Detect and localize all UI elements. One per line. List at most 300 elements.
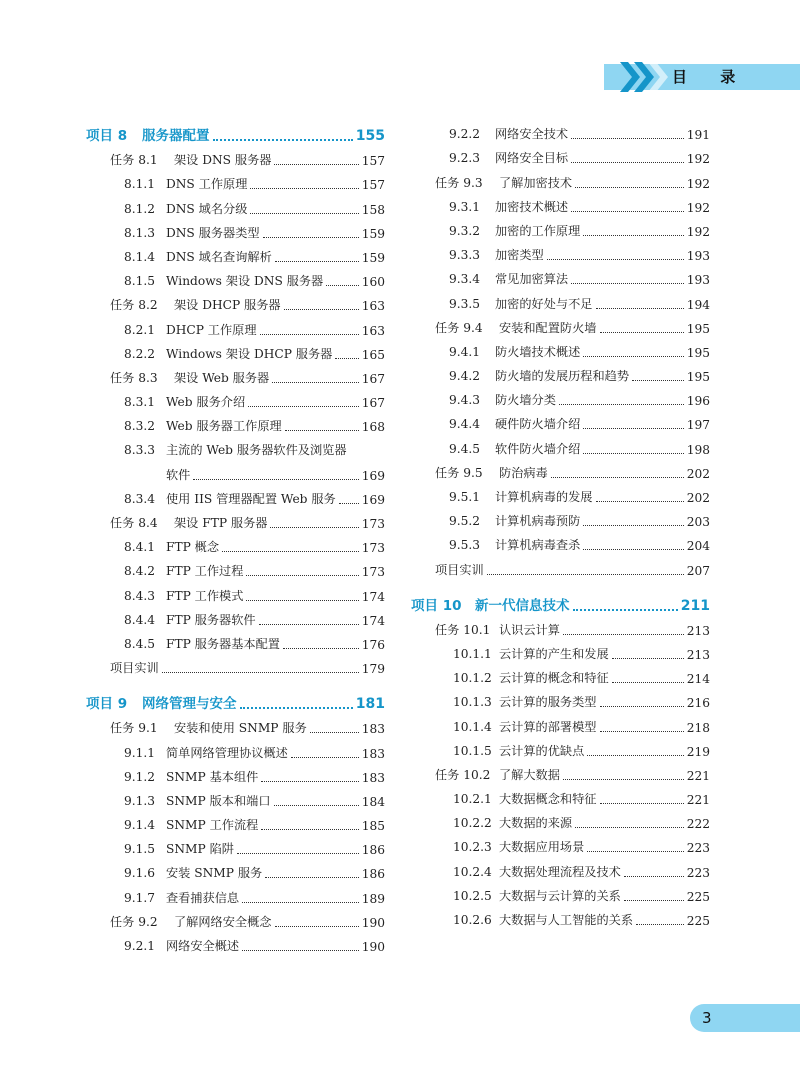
toc-page-number: 223 [686, 841, 710, 856]
toc-section-entry [110, 192, 385, 216]
toc-section-entry [110, 434, 385, 458]
toc-entry-label [449, 295, 593, 312]
toc-entry-title: 了解加密技术 [499, 175, 573, 190]
toc-page-number: 198 [686, 442, 710, 457]
toc-entry-title: 加密的工作原理 [495, 223, 581, 238]
toc-leader-dots [242, 901, 359, 903]
toc-entry-label [124, 490, 336, 507]
toc-project-heading [411, 588, 710, 614]
toc-page-number: 174 [361, 613, 385, 628]
toc-leader-dots [636, 923, 684, 925]
toc-entry-label [124, 562, 243, 579]
toc-entry-label [110, 719, 307, 736]
toc-entry-title: 计算机病毒的发展 [495, 490, 593, 504]
toc-entry-number: 8.2.1 [124, 322, 156, 337]
toc-entry-label [453, 790, 597, 807]
toc-entry-label [449, 270, 568, 287]
toc-page-number: 173 [361, 517, 385, 531]
toc-leader-dots [600, 331, 684, 333]
toc-page-number: 157 [361, 154, 385, 169]
toc-section-entry [110, 809, 385, 833]
toc-entry-number: 项目 9 [86, 696, 128, 713]
toc-entry-label [435, 561, 484, 578]
toc-entry-title: FTP 服务器软件 [166, 612, 256, 627]
toc-page-number: 183 [361, 746, 385, 761]
toc-entry-title: 防治病毒 [499, 465, 548, 480]
toc-section-entry [110, 555, 385, 579]
toc-entry-number: 任务 9.1 [110, 721, 158, 736]
toc-entry-label [110, 913, 272, 930]
page-title: 目 录 [672, 68, 750, 86]
toc-entry-label [124, 538, 219, 555]
toc-task-entry [435, 457, 710, 481]
toc-section-entry [110, 313, 385, 337]
toc-entry-title: DNS 域名分级 [166, 201, 248, 216]
toc-entry-label [435, 174, 572, 191]
toc-entry-label [124, 224, 260, 241]
toc-leader-dots [596, 307, 684, 309]
toc-entry-label [449, 198, 568, 215]
toc-leader-dots [274, 163, 358, 165]
toc-entry-number: 9.4.1 [449, 344, 481, 359]
toc-leader-dots [583, 234, 683, 236]
toc-leader-dots [240, 706, 353, 709]
toc-entry-number: 9.2.3 [449, 151, 481, 166]
toc-right-column [411, 118, 710, 928]
toc-leader-dots [587, 754, 683, 756]
toc-page-number: 204 [686, 539, 710, 554]
toc-task-entry [110, 289, 385, 313]
toc-leader-dots [272, 381, 359, 383]
toc-entry-number: 8.4.5 [124, 636, 156, 651]
toc-entry-label [435, 621, 560, 638]
toc-entry-number: 9.1.2 [124, 769, 156, 784]
toc-entry-label [449, 512, 580, 529]
toc-section-entry [435, 118, 710, 142]
toc-entry-number: 9.5.1 [449, 490, 481, 504]
toc-entry-label [124, 272, 323, 289]
toc-entry-label [449, 222, 580, 239]
toc-task-entry [110, 712, 385, 736]
toc-entry-label [124, 792, 271, 809]
toc-entry-label [453, 863, 621, 880]
toc-entry-number: 任务 8.3 [110, 370, 158, 385]
toc-leader-dots [326, 284, 359, 286]
toc-leader-dots [563, 778, 684, 780]
toc-page-number: 202 [686, 491, 710, 505]
toc-page-number: 165 [361, 347, 385, 362]
toc-entry-number: 8.3.4 [124, 491, 156, 506]
toc-entry-label [124, 200, 247, 217]
toc-leader-dots [575, 186, 684, 188]
toc-leader-dots [583, 548, 683, 550]
toc-project-heading [86, 118, 385, 144]
toc-leader-dots [624, 899, 684, 901]
toc-entry-title: 大数据与人工智能的关系 [499, 913, 634, 927]
toc-entry-number: 任务 8.1 [110, 153, 158, 168]
toc-section-entry [110, 241, 385, 265]
toc-section-entry [110, 483, 385, 507]
toc-entry-label [435, 464, 548, 481]
toc-page-number: 163 [361, 299, 385, 314]
toc-entry-label [453, 887, 621, 904]
toc-page-number: 181 [355, 696, 385, 713]
toc-entry-title: 加密的好处与不足 [495, 296, 593, 311]
toc-section-entry [435, 191, 710, 215]
toc-task-entry [435, 553, 710, 577]
toc-page-number: 173 [361, 565, 385, 580]
toc-page-number: 197 [686, 418, 710, 433]
toc-leader-dots [624, 875, 684, 877]
toc-page-number: 196 [686, 394, 710, 409]
toc-page-number: 221 [686, 793, 710, 808]
toc-page-number: 222 [686, 817, 710, 832]
toc-section-entry [110, 857, 385, 881]
toc-entry-label [124, 611, 256, 628]
toc-leader-dots [487, 573, 684, 575]
toc-page-number: 173 [361, 541, 385, 556]
toc-entry-title: 了解大数据 [499, 767, 560, 782]
toc-entry-title: 大数据与云计算的关系 [499, 888, 621, 903]
toc-entry-title: 架设 FTP 服务器 [174, 516, 268, 530]
toc-task-entry [435, 614, 710, 638]
toc-entry-number: 任务 8.2 [110, 298, 158, 313]
toc-entry-title: 查看捕获信息 [166, 890, 240, 905]
toc-section-entry [435, 215, 710, 239]
toc-entry-title: 大数据的来源 [499, 816, 573, 831]
toc-entry-number: 8.4.4 [124, 612, 156, 627]
toc-entry-title: DNS 服务器类型 [166, 225, 260, 240]
toc-entry-title: 网络管理与安全 [142, 696, 237, 713]
toc-section-entry [435, 904, 710, 928]
toc-leader-dots [291, 756, 359, 758]
toc-leader-dots [573, 608, 678, 611]
toc-entry-number: 9.4.2 [449, 369, 481, 384]
toc-section-entry [435, 783, 710, 807]
toc-entry-number: 8.3.2 [124, 419, 156, 434]
toc-leader-dots [275, 925, 359, 927]
toc-page-number: 169 [361, 492, 385, 507]
toc-page-number: 195 [686, 345, 710, 360]
toc-entry-number: 9.2.1 [124, 939, 156, 953]
toc-entry-number: 9.1.6 [124, 866, 156, 881]
toc-entry-title: 网络安全概述 [166, 939, 240, 953]
toc-entry-title: 网络安全目标 [495, 151, 569, 166]
toc-section-entry [110, 338, 385, 362]
toc-entry-number: 10.1.5 [453, 743, 492, 758]
toc-page-number: 157 [361, 178, 385, 193]
toc-page-number: 207 [686, 563, 710, 578]
toc-entry-label [124, 321, 257, 338]
toc-entry-title: 计算机病毒查杀 [495, 538, 581, 553]
toc-entry-number: 8.1.4 [124, 249, 156, 264]
toc-entry-number: 9.4.4 [449, 417, 481, 432]
toc-section-entry [110, 579, 385, 603]
toc-task-entry [110, 652, 385, 676]
toc-entry-number: 10.2.1 [453, 792, 492, 807]
toc-entry-label [449, 149, 568, 166]
toc-leader-dots [559, 403, 684, 405]
toc-task-entry [110, 362, 385, 386]
toc-leader-dots [583, 427, 683, 429]
toc-leader-dots [583, 355, 683, 357]
toc-entry-label [166, 466, 190, 483]
toc-entry-title: 项目实训 [110, 661, 159, 676]
toc-section-entry [110, 458, 385, 482]
toc-entry-label [449, 536, 580, 553]
toc-section-entry [110, 628, 385, 652]
toc-entry-title: 认识云计算 [499, 622, 560, 637]
toc-leader-dots [583, 524, 683, 526]
toc-entry-title: 了解网络安全概念 [174, 914, 272, 929]
toc-page-number: 193 [686, 249, 710, 264]
toc-leader-dots [261, 828, 358, 830]
toc-page-number: 179 [361, 662, 385, 677]
toc-section-entry [110, 930, 385, 954]
toc-entry-number: 8.1.3 [124, 225, 156, 240]
toc-section-entry [435, 432, 710, 456]
toc-entry-label [449, 440, 580, 457]
toc-entry-title: Web 服务介绍 [166, 395, 246, 410]
toc-entry-number: 10.2.5 [453, 888, 492, 903]
toc-entry-title: 架设 DHCP 服务器 [174, 298, 281, 313]
toc-entry-title: 主流的 Web 服务器软件及浏览器 [166, 443, 347, 458]
toc-leader-dots [260, 333, 359, 335]
toc-entry-title: 云计算的服务类型 [499, 695, 597, 710]
toc-entry-label [449, 125, 568, 142]
toc-section-entry [435, 360, 710, 384]
page-number: 3 [702, 1009, 712, 1027]
toc-entry-label [449, 343, 580, 360]
toc-entry-title: Web 服务器工作原理 [166, 419, 282, 434]
toc-entry-label [124, 345, 332, 362]
toc-leader-dots [285, 429, 359, 431]
toc-entry-title: 云计算的产生和发展 [499, 646, 609, 661]
toc-page-number: 167 [361, 371, 385, 386]
toc-entry-title: DNS 域名查询解析 [166, 249, 272, 264]
toc-page-number: 214 [686, 672, 710, 687]
toc-page-number: 163 [361, 323, 385, 338]
toc-section-entry [435, 384, 710, 408]
toc-task-entry [110, 906, 385, 930]
toc-entry-title: Windows 架设 DNS 服务器 [166, 274, 324, 289]
toc-leader-dots [274, 804, 359, 806]
toc-leader-dots [284, 308, 359, 310]
toc-section-entry [435, 855, 710, 879]
toc-entry-title: 防火墙的发展历程和趋势 [495, 369, 630, 384]
toc-leader-dots [563, 633, 684, 635]
toc-entry-label [124, 937, 239, 954]
toc-page-number: 155 [355, 128, 385, 144]
toc-entry-number: 8.1.5 [124, 274, 156, 289]
toc-section-entry [110, 736, 385, 760]
toc-page-number: 203 [686, 515, 710, 530]
toc-entry-number: 任务 9.2 [110, 914, 158, 929]
toc-entry-title: 防火墙分类 [495, 393, 556, 408]
toc-entry-number: 任务 8.4 [110, 516, 158, 530]
toc-entry-label [453, 742, 584, 759]
toc-leader-dots [246, 574, 358, 576]
toc-left-column [86, 118, 385, 954]
toc-page-number: 192 [686, 152, 710, 167]
toc-page-number: 219 [686, 744, 710, 759]
toc-entry-number: 任务 10.2 [435, 767, 491, 782]
toc-entry-number: 任务 9.3 [435, 175, 483, 190]
toc-entry-number: 9.3.2 [449, 223, 481, 238]
toc-task-entry [435, 166, 710, 190]
toc-page-number: 192 [686, 200, 710, 215]
toc-entry-number: 10.1.1 [453, 646, 492, 661]
toc-entry-label [110, 151, 271, 168]
toc-leader-dots [162, 671, 359, 673]
toc-entry-label [449, 488, 593, 505]
toc-page-number: 174 [361, 589, 385, 604]
toc-leader-dots [248, 405, 359, 407]
toc-entry-label [453, 814, 572, 831]
toc-page-number: 190 [361, 940, 385, 954]
toc-section-entry [435, 481, 710, 505]
toc-page-number: 191 [686, 128, 710, 143]
toc-entry-number: 9.1.1 [124, 745, 156, 760]
toc-entry-title: Windows 架设 DHCP 服务器 [166, 346, 333, 361]
toc-entry-number: 10.2.4 [453, 864, 492, 879]
toc-page-number: 158 [361, 202, 385, 217]
toc-entry-label [124, 840, 234, 857]
toc-entry-label [124, 587, 243, 604]
toc-entry-title: SNMP 陷阱 [166, 842, 234, 857]
toc-page-number: 159 [361, 250, 385, 265]
toc-section-entry [110, 217, 385, 241]
toc-page-number: 185 [361, 819, 385, 834]
toc-leader-dots [587, 850, 683, 852]
toc-page-number: 225 [686, 914, 710, 928]
toc-leader-dots [193, 478, 358, 480]
toc-page-number: 186 [361, 843, 385, 858]
toc-entry-number: 9.5.3 [449, 538, 481, 553]
toc-entry-title: 安装和使用 SNMP 服务 [174, 721, 307, 736]
toc-entry-number: 8.4.2 [124, 564, 156, 579]
toc-entry-title: 服务器配置 [142, 128, 210, 144]
toc-page-number: 194 [686, 297, 710, 312]
toc-entry-number: 10.2.6 [453, 913, 492, 927]
toc-entry-title: 计算机病毒预防 [495, 514, 581, 529]
toc-entry-title: SNMP 基本组件 [166, 769, 259, 784]
toc-entry-label [124, 175, 247, 192]
toc-entry-number: 9.2.2 [449, 127, 481, 142]
toc-page-number: 213 [686, 623, 710, 638]
toc-page-number: 213 [686, 647, 710, 662]
toc-entry-label [86, 124, 210, 144]
toc-entry-title: 架设 DNS 服务器 [174, 153, 272, 168]
toc-entry-label [124, 441, 347, 458]
toc-leader-dots [283, 647, 359, 649]
toc-page-number: 160 [361, 275, 385, 290]
toc-leader-dots [310, 731, 359, 733]
toc-entry-title: DHCP 工作原理 [166, 322, 257, 337]
toc-leader-dots [261, 780, 358, 782]
toc-leader-dots [259, 623, 359, 625]
toc-entry-title: 软件 [166, 467, 191, 482]
toc-entry-title: FTP 服务器基本配置 [166, 636, 280, 651]
toc-leader-dots [242, 949, 359, 951]
toc-leader-dots [551, 476, 684, 478]
toc-leader-dots [250, 212, 358, 214]
toc-entry-label [124, 889, 239, 906]
toc-section-entry [435, 686, 710, 710]
toc-section-entry [435, 263, 710, 287]
toc-entry-title: 云计算的优缺点 [499, 743, 585, 758]
toc-entry-label [124, 864, 262, 881]
toc-entry-number: 9.5.2 [449, 514, 481, 529]
toc-leader-dots [571, 282, 684, 284]
toc-leader-dots [600, 730, 684, 732]
toc-entry-label [453, 911, 633, 928]
toc-entry-label [110, 514, 267, 531]
toc-entry-title: 使用 IIS 管理器配置 Web 服务 [166, 491, 336, 506]
toc-entry-title: 加密技术概述 [495, 199, 569, 214]
toc-entry-number: 10.2.3 [453, 840, 492, 855]
toc-section-entry [435, 880, 710, 904]
toc-section-entry [435, 638, 710, 662]
toc-section-entry [435, 336, 710, 360]
toc-entry-number: 8.3.1 [124, 395, 156, 410]
toc-entry-label [449, 391, 556, 408]
toc-entry-title: SNMP 版本和端口 [166, 793, 271, 808]
toc-section-entry [435, 831, 710, 855]
toc-leader-dots [596, 500, 684, 502]
toc-page-number: 183 [361, 722, 385, 737]
toc-section-entry [110, 531, 385, 555]
toc-entry-label [124, 635, 280, 652]
toc-entry-title: 云计算的概念和特征 [499, 671, 609, 686]
toc-entry-label [124, 248, 272, 265]
toc-entry-label [411, 594, 570, 614]
toc-entry-number: 项目 10 [411, 597, 462, 614]
toc-entry-number: 9.1.3 [124, 793, 156, 808]
toc-entry-number: 任务 9.4 [435, 320, 483, 335]
toc-entry-number: 8.1.1 [124, 177, 156, 192]
toc-entry-title: 简单网络管理协议概述 [166, 745, 288, 760]
toc-section-entry [435, 287, 710, 311]
toc-section-entry [110, 410, 385, 434]
toc-leader-dots [263, 236, 359, 238]
toc-section-entry [110, 265, 385, 289]
toc-leader-dots [612, 657, 684, 659]
toc-entry-number: 10.2.2 [453, 816, 492, 831]
toc-section-entry [110, 785, 385, 809]
toc-page-number: 169 [361, 468, 385, 483]
toc-page-number: 225 [686, 889, 710, 904]
toc-entry-number: 9.3.3 [449, 248, 481, 263]
toc-entry-number: 9.3.4 [449, 272, 481, 287]
toc-entry-label [110, 659, 159, 676]
toc-page-number: 195 [686, 321, 710, 336]
toc-entry-title: 网络安全技术 [495, 127, 569, 142]
toc-entry-title: 大数据处理流程及技术 [499, 864, 621, 879]
toc-entry-label [453, 645, 609, 662]
toc-entry-number: 9.3.1 [449, 199, 481, 214]
toc-section-entry [435, 142, 710, 166]
toc-entry-title: 加密类型 [495, 248, 544, 263]
toc-entry-number: 10.1.3 [453, 695, 492, 710]
toc-entry-label [435, 766, 560, 783]
toc-entry-number: 任务 10.1 [435, 622, 491, 637]
toc-leader-dots [237, 852, 359, 854]
toc-leader-dots [339, 502, 359, 504]
toc-entry-label [124, 744, 288, 761]
toc-page-number: 186 [361, 867, 385, 882]
toc-page-number: 167 [361, 396, 385, 411]
